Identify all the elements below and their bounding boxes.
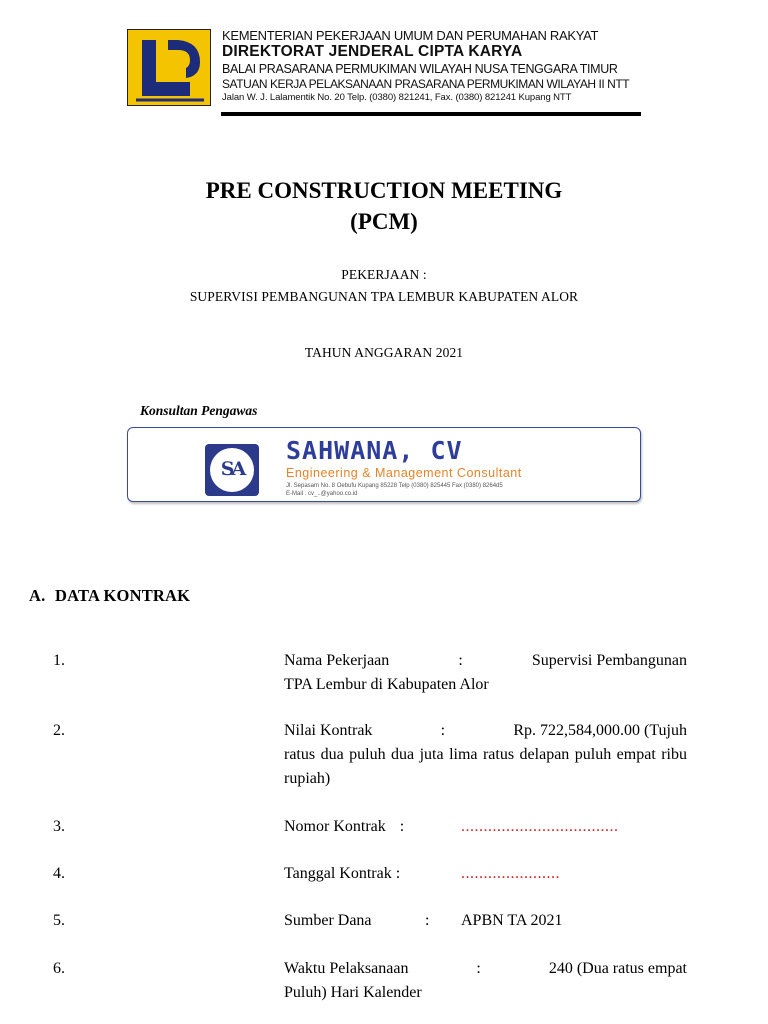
item-label: Waktu Pelaksanaan — [284, 960, 409, 977]
item-number: 6. — [53, 960, 65, 977]
item-number: 2. — [53, 722, 65, 739]
item-value-placeholder: ...................... — [461, 865, 560, 882]
document-title: PRE CONSTRUCTION MEETING — [205, 178, 563, 203]
section-title: DATA KONTRAK — [55, 586, 191, 605]
item-number: 5. — [53, 912, 65, 929]
item-separator: : — [440, 722, 446, 739]
item-value-rest: ratus dua puluh dua juta lima ratus delapan puluh empat ribu rupiah) — [284, 746, 687, 787]
item-separator: : — [425, 912, 430, 929]
project-label: PEKERJAAN : — [341, 267, 427, 282]
item-number: 3. — [53, 818, 65, 835]
contract-item-fund-source — [284, 909, 687, 933]
item-number: 1. — [53, 652, 65, 669]
section-heading — [29, 586, 190, 606]
item-label: Nilai Kontrak — [284, 722, 373, 739]
consultant-email: E-Mail : cv_..@yahoo.co.id — [286, 491, 358, 497]
contract-item-duration — [284, 957, 687, 1005]
item-separator: : — [399, 818, 405, 835]
item-value-rest: Puluh) Hari Kalender — [284, 984, 422, 1001]
item-label: Nama Pekerjaan — [284, 652, 390, 669]
fiscal-year: TAHUN ANGGARAN 2021 — [304, 345, 464, 360]
item-value: APBN TA 2021 — [461, 912, 563, 929]
consultant-tagline: Engineering & Management Consultant — [286, 466, 522, 480]
contract-item-job-name — [284, 649, 687, 697]
item-value-first: Supervisi Pembangunan — [531, 652, 687, 669]
contract-item-value — [284, 719, 687, 791]
directorate-name: DIREKTORAT JENDERAL CIPTA KARYA — [222, 43, 523, 60]
item-value-rest: TPA Lembur di Kabupaten Alor — [284, 676, 489, 693]
contract-item-number — [284, 815, 687, 839]
consultant-logo-text: SA — [220, 458, 244, 480]
letterhead-divider — [221, 112, 641, 116]
consultant-address: Jl. Sepasam No. 8 Oebufu Kupang 85228 Telp (0380) 825445 Fax (0380) 8264d5 — [286, 483, 503, 489]
section-letter: A. — [29, 586, 46, 605]
item-separator: : — [395, 865, 401, 882]
consultant-logo-icon — [205, 444, 259, 496]
agency-name: BALAI PRASARANA PERMUKIMAN WILAYAH NUSA TENGGARA TIMUR — [222, 61, 618, 76]
ministry-logo-icon — [127, 29, 211, 106]
office-address: Jalan W. J. Lalamentik No. 20 Telp. (0380) 821241, Fax. (0380) 821241 Kupang NTT — [222, 92, 572, 103]
item-value-first: Rp. 722,584,000.00 (Tujuh — [513, 722, 687, 739]
letterhead-text — [222, 29, 642, 103]
contract-item-date — [284, 862, 687, 886]
project-name: SUPERVISI PEMBANGUNAN TPA LEMBUR KABUPATEN ALOR — [189, 289, 579, 304]
consultant-label: Konsultan Pengawas — [140, 403, 258, 418]
item-label: Tanggal Kontrak — [284, 865, 392, 882]
item-separator: : — [476, 960, 481, 977]
ministry-name: KEMENTERIAN PEKERJAAN UMUM DAN PERUMAHAN RAKYAT — [222, 28, 599, 43]
item-value-placeholder: ................................... — [461, 818, 619, 835]
item-label: Nomor Kontrak — [284, 818, 386, 835]
item-number: 4. — [53, 865, 65, 882]
consultant-banner — [127, 427, 641, 502]
work-unit-name: SATUAN KERJA PELAKSANAAN PRASARANA PERMUKIMAN WILAYAH II NTT — [222, 77, 630, 91]
document-title-abbrev: (PCM) — [350, 209, 418, 234]
letterhead — [127, 29, 642, 119]
consultant-brand: SAHWANA, CV — [286, 436, 463, 465]
item-value-first: 240 (Dua ratus empat — [548, 960, 687, 977]
item-separator: : — [458, 652, 463, 669]
item-label: Sumber Dana — [284, 912, 372, 929]
